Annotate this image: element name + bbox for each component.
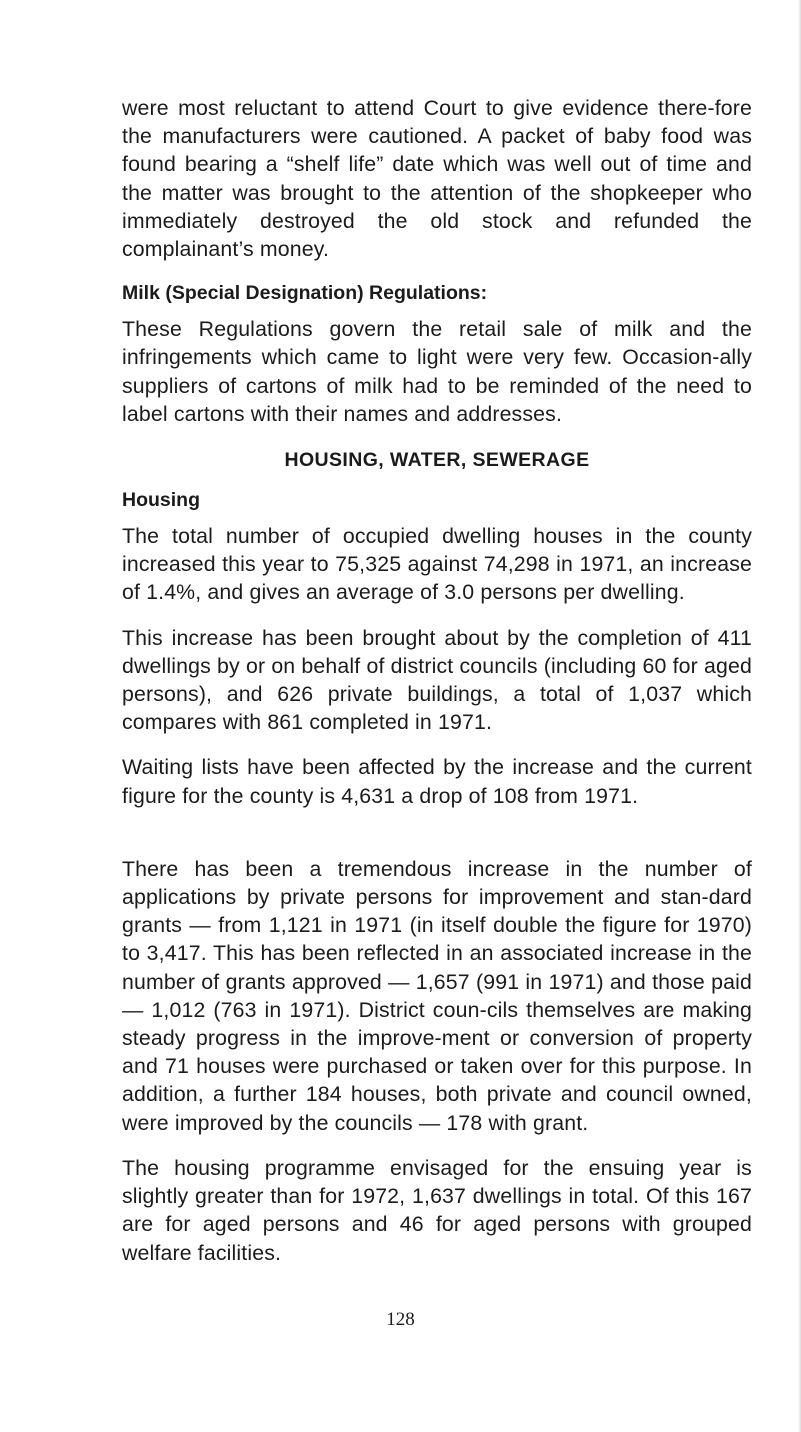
- housing-heading: Housing: [122, 489, 200, 512]
- section-title-housing-water-sewerage: HOUSING, WATER, SEWERAGE: [284, 449, 590, 472]
- paragraph-completions: This increase has been brought about by the completion of 411 dwellings by or on behalf of district councils (including 60 for aged persons), and 626 private buildings, a total of 1,037 which compares with 861 completed in 1971.: [122, 625, 752, 735]
- paragraph-improvement-grants: There has been a tremendous increase in the number of applications by private persons for improvement and stan-dard grants — from 1,121 in 1971 (in itself double the figure for 1970) to 3,417. This has been reflected in an associated increase in the number of grants approved — 1,657 (991 in 1971) and those paid — 1,012 (763 in 1971). District coun-cils themselves are making steady progress in the improve-ment or conversion of property and 71 houses were purchased or taken over for this purpose. In addition, a further 184 houses, both private and council owned, were improved by the councils — 178 with grant.: [122, 856, 752, 1135]
- paragraph-waiting-lists: Waiting lists have been affected by the increase and the current figure for the county is 4,631 a drop of 108 from 1971.: [122, 755, 752, 808]
- page-body: [122, 94, 752, 1267]
- paragraph-occupied-dwellings: The total number of occupied dwelling houses in the county increased this year to 75,325 against 74,298 in 1971, an increase of 1.4%, and gives an average of 3.0 persons per dwelling.: [122, 524, 752, 605]
- paragraph-housing-programme: The housing programme envisaged for the ensuing year is slightly greater than for 1972, 1,637 dwellings in total. Of this 167 are for aged persons and 46 for aged persons with grouped welfare facilities.: [122, 1155, 752, 1265]
- page-number: 128: [386, 1309, 415, 1330]
- paragraph-milk-regulations: These Regulations govern the retail sale of milk and the infringements which came to light were very few. Occasion-ally suppliers of cartons of milk had to be reminded of the need to label cartons with their names and addresses.: [122, 317, 752, 426]
- milk-regulations-heading: Milk (Special Designation) Regulations:: [122, 282, 488, 305]
- paragraph-court-evidence: were most reluctant to attend Court to give evidence there-fore the manufacturers were cautioned. A packet of baby food was found bearing a “shelf life” date which was well out of time and the matter was brought to the attention of the shopkeeper who immediately destroyed the old stock and refunded the complainant’s money.: [122, 96, 752, 262]
